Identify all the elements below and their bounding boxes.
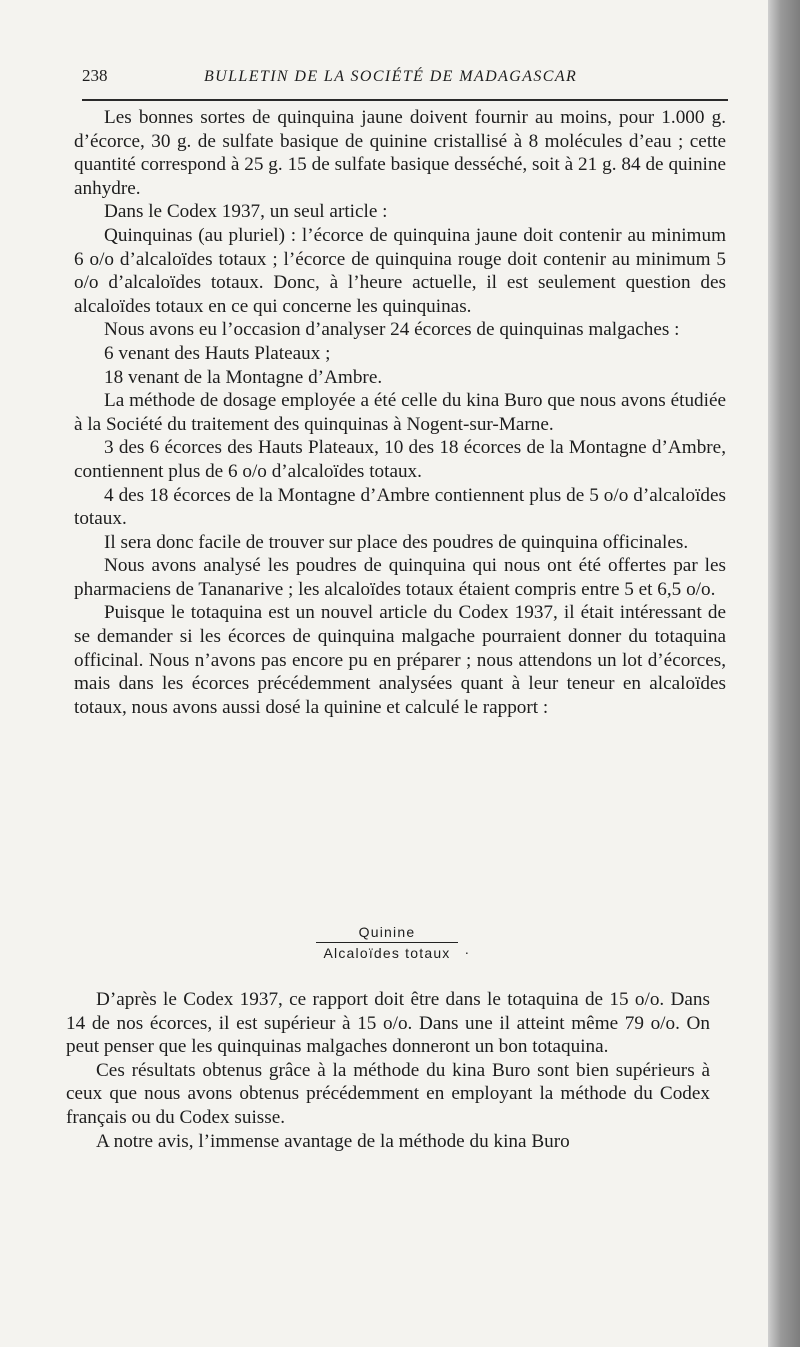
page-edge-shadow <box>768 0 800 1347</box>
page-number: 238 <box>82 66 108 85</box>
paragraph: La méthode de dosage employée a été celle du kina Buro que nous avons étudiée à la Société du traitement des quinquinas à Nogent-sur-Marne. <box>74 390 726 435</box>
paragraph: Ces résultats obtenus grâce à la méthode du kina Buro sont bien supérieurs à ceux que nous avons obtenus précédemment en employant la méthode du Codex français ou du Codex suisse. <box>66 1059 710 1128</box>
paragraph: Les bonnes sortes de quinquina jaune doivent fournir au moins, pour 1.000 g. d’écorce, 30 g. de sulfate basique de quinine cristallisé à 8 molécules d’eau ; cette quantité correspond à 25 g. 15 de sulfate basique desséché, soit à 21 g. 84 de quinine anhydre. <box>74 107 726 199</box>
paragraph: D’après le Codex 1937, ce rapport doit être dans le totaquina de 15 o/o. Dans 14 de nos écorces, il est supérieur à 15 o/o. Dans une il atteint même 79 o/o. On peut penser que les quinquinas malgaches donneront un bon totaquina. <box>66 989 710 1058</box>
quinine-ratio-formula <box>312 924 470 961</box>
paragraph: Dans le Codex 1937, un seul article : <box>104 201 388 223</box>
body-text-continued <box>66 988 710 1153</box>
paragraph: Puisque le totaquina est un nouvel article du Codex 1937, il était intéressant de se demander si les écorces de quinquina malgache pourraient donner du totaquina officinal. Nous n’avons pas encore pu en préparer ; nous attendons un lot d’écorces, mais dans les écorces précédemment analysées quant à leur teneur en alcaloïdes totaux, nous avons aussi dosé la quinine et calculé le rapport : <box>74 602 726 718</box>
formula-period: . <box>464 941 470 957</box>
paragraph: Nous avons analysé les poudres de quinquina qui nous ont été offertes par les pharmaciens de Tananarive ; les alcaloïdes totaux étaient compris entre 5 et 6,5 o/o. <box>74 555 726 600</box>
paragraph: 4 des 18 écorces de la Montagne d’Ambre contiennent plus de 5 o/o d’alcaloïdes totaux. <box>74 484 726 530</box>
formula-denominator: Alcaloïdes totaux <box>323 945 451 961</box>
paragraph: 6 venant des Hauts Plateaux ; <box>104 342 331 364</box>
page-header <box>82 66 726 94</box>
paragraph: 3 des 6 écorces des Hauts Plateaux, 10 des 18 écorces de la Montagne d’Ambre, contiennent plus de 6 o/o d’alcaloïdes totaux. <box>74 437 726 482</box>
running-title: BULLETIN DE LA SOCIÉTÉ DE MADAGASCAR <box>204 68 578 85</box>
paragraph: Quinquinas (au pluriel) : l’écorce de quinquina jaune doit contenir au minimum 6 o/o d’alcaloïdes totaux ; l’écorce de quinquina rouge doit contenir au minimum 5 o/o d’alcaloïdes totaux. Donc, à l’heure actuelle, il est seulement question des alcaloïdes totaux en ce qui concerne les quinquinas. <box>74 224 726 317</box>
header-rule <box>82 99 728 101</box>
paragraph: Nous avons eu l’occasion d’analyser 24 écorces de quinquinas malgaches : <box>104 319 680 341</box>
paragraph: 18 venant de la Montagne d’Ambre. <box>104 366 383 388</box>
paragraph: A notre avis, l’immense avantage de la méthode du kina Buro <box>96 1130 570 1152</box>
paragraph: Il sera donc facile de trouver sur place des poudres de quinquina officinales. <box>104 531 689 553</box>
formula-numerator: Quinine <box>358 924 416 940</box>
body-text <box>74 106 726 719</box>
